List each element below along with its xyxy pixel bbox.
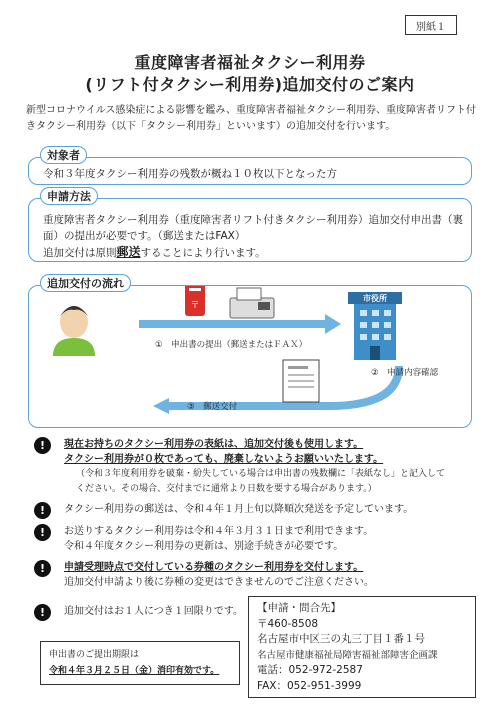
taxi-ticket-document-icon (283, 360, 319, 402)
page-title: 重度障害者福祉タクシー利用券 (134, 53, 366, 72)
apply-line2 (43, 244, 463, 261)
mailbox-icon (185, 286, 205, 316)
contact-header: 【申請・問合先】 (257, 602, 341, 614)
target-label: 対象者 (40, 146, 87, 164)
page-subtitle: (リフト付タクシー利用券)追加交付のご案内 (85, 75, 415, 94)
svg-text:〒: 〒 (190, 301, 200, 311)
exclamation-icon: ! (34, 524, 51, 541)
note1-small1: （令和３年度利用券を破棄・紛失している場合は申出書の残数欄に「表紙なし」と記入して (76, 469, 446, 479)
flow-diagram (29, 286, 473, 429)
note1-small2: ください。その場合、交付までに通常より日数を要する場合があります。） (76, 484, 377, 494)
exclamation-icon: ! (34, 560, 51, 577)
flow-step3: ③ 郵送交付 (187, 402, 238, 412)
flow-step1: ① 申出書の提出（郵送またはＦＡＸ） (155, 340, 308, 350)
note1-line2: タクシー利用券が０枚であっても、廃棄しないようお願いいたします。 (64, 454, 384, 465)
note-1 (34, 437, 474, 497)
note-5 (34, 604, 244, 619)
attachment-label: 別紙１ (405, 15, 457, 35)
apply-label: 申請方法 (40, 187, 98, 205)
deadline-box (40, 641, 240, 685)
apply-line2-pre: 追加交付は原則 (43, 247, 117, 259)
flow-box (28, 285, 472, 428)
note3-line1: お送りするタクシー利用券は令和４年３月３１日まで利用できます。 (64, 526, 374, 537)
apply-line1: 重度障害者タクシー利用券（重度障害者リフト付きタクシー利用券）追加交付申出書（裏面）の提出が必要です。（郵送またはFAX） (43, 214, 463, 242)
apply-line2-post: することにより行います。 (140, 247, 266, 259)
note5-text: 追加交付はお１人につき１回限りです。 (64, 606, 243, 617)
note-4 (34, 560, 474, 590)
note-2 (34, 502, 474, 517)
flow-label: 追加交付の流れ (40, 274, 131, 292)
note2-text: タクシー利用券の郵送は、令和４年１月上旬以降順次発送を予定しています。 (64, 504, 414, 515)
contact-dept: 名古屋市健康福祉局障害福祉部障害企画課 (257, 649, 438, 661)
apply-text (43, 212, 463, 261)
apply-box (28, 198, 472, 262)
target-box (28, 157, 472, 185)
note4-line1: 申請受理時点で交付している券種のタクシー利用券を交付します。 (64, 562, 364, 573)
apply-mail-emphasis: 郵送 (116, 245, 141, 259)
contact-tel: 電話：052-972-2587 (257, 664, 363, 676)
note1-line1: 現在お持ちのタクシー利用券の表紙は、追加交付後も使用します。 (64, 439, 364, 450)
deadline-line2: 令和４年３月２５日（金）消印有効です。 (49, 666, 220, 676)
person-icon (53, 306, 95, 356)
contact-box (248, 596, 476, 698)
exclamation-icon: ! (34, 604, 51, 621)
contact-address: 名古屋市中区三の丸三丁目１番１号 (257, 633, 425, 645)
note-3 (34, 524, 474, 554)
fax-machine-icon (230, 288, 274, 318)
target-text: 令和３年度タクシー利用券の残数が概ね１０枚以下となった方 (43, 168, 337, 180)
exclamation-icon: ! (34, 502, 51, 519)
contact-postal: 〒460-8508 (257, 617, 319, 630)
intro-text: 新型コロナウイルス感染症による影響を鑑み、重度障害者福祉タクシー利用券、重度障害者リフト付きタクシー利用券（以下「タクシー利用券」といいます）の追加交付を行います。 (26, 105, 476, 132)
flow-step2: ② 申請内容確認 (371, 368, 439, 378)
note3-line2: 令和４年度タクシー利用券の更新は、別途手続きが必要です。 (64, 541, 344, 552)
city-hall-sign: 市役所 (363, 294, 387, 303)
note4-line2: 追加交付申請より後に券種の変更はできませんのでご注意ください。 (64, 577, 374, 588)
contact-fax: FAX：052-951-3999 (257, 679, 362, 692)
exclamation-icon: ! (34, 437, 51, 454)
deadline-line1: 申出書のご提出期限は (49, 650, 140, 660)
